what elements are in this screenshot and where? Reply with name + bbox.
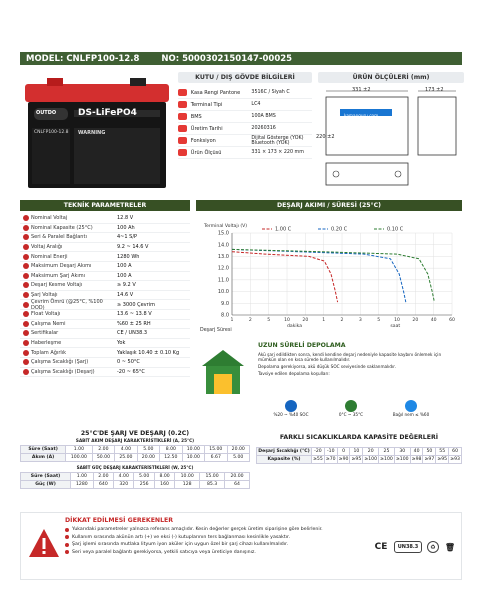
case-info-icon — [178, 89, 187, 96]
case-info-row — [178, 99, 312, 111]
param-label: Voltaj Aralığı — [31, 244, 63, 251]
dimensions-title: ÜRÜN ÖLÇÜLERİ (mm) — [318, 72, 464, 83]
param-value: CE / UN38.3 — [117, 330, 148, 337]
bin-icon: 🗑 — [444, 542, 456, 552]
tech-row — [20, 272, 190, 282]
x-unit-hours: saat — [390, 324, 401, 329]
bullet-icon — [65, 535, 69, 539]
table-cell: ≥100 — [364, 457, 378, 462]
ce-mark-icon: CE — [374, 542, 388, 552]
param-icon — [20, 330, 31, 337]
case-info-row — [178, 87, 312, 99]
x-tick-label: 20 — [412, 318, 419, 323]
table-cell: 50.00 — [92, 454, 114, 462]
y-tick-label: 10.0 — [217, 289, 229, 296]
storage-cond-humidity — [386, 400, 436, 417]
param-icon — [20, 234, 31, 241]
row-header: Güç (W) — [21, 481, 71, 489]
table-cell: 6.67 — [205, 454, 227, 462]
param-icon — [20, 340, 31, 347]
table-cell: 2.00 — [92, 446, 114, 454]
table-cell: 60 — [449, 448, 462, 456]
table-row — [21, 446, 250, 454]
warning-list — [65, 527, 365, 557]
tech-row — [20, 233, 190, 243]
x-tick-label: 1 — [230, 318, 234, 323]
y-tick-label: 14.0 — [217, 242, 229, 249]
table-cell: -20 — [312, 448, 325, 456]
storage-cond-temp — [326, 400, 376, 417]
humidity-icon — [405, 400, 417, 412]
param-label: Toplam Ağırlık — [31, 349, 67, 356]
case-info-row — [178, 123, 312, 135]
table-row — [21, 481, 250, 489]
param-icon — [20, 263, 31, 270]
case-info-label: Terminal Tipi — [190, 101, 223, 108]
param-label: Seri & Paralel Bağlantı — [31, 234, 87, 241]
param-value: 100 A — [117, 272, 132, 279]
battery-image — [22, 70, 172, 190]
table-cell: 10.00 — [182, 454, 204, 462]
dim-width: 331 ±2 — [352, 87, 371, 93]
table-cell: 8.00 — [154, 473, 174, 481]
tech-row — [20, 368, 190, 378]
warning-title: DİKKAT EDİLMESİ GEREKENLER — [65, 517, 174, 524]
table-cell: 5.00 — [137, 446, 159, 454]
param-icon — [20, 224, 31, 231]
table-cell: 10.00 — [182, 446, 204, 454]
case-info-icon — [178, 125, 187, 132]
x-unit-minutes: dakika — [287, 324, 303, 329]
tech-row — [20, 358, 190, 368]
param-label: Maksimum Deşarj Akımı — [31, 263, 92, 270]
table-cell: ≥93 — [450, 457, 460, 462]
table-cell: ≥55 — [313, 457, 323, 462]
table-cell: 40 — [410, 448, 423, 456]
param-value: 100 A — [117, 263, 132, 270]
case-info-panel — [178, 72, 312, 159]
param-value: 0 ~ 50°C — [117, 359, 140, 366]
storage-list — [258, 352, 454, 378]
table-cell: 1.00 — [66, 446, 93, 454]
bullet-icon — [65, 528, 69, 532]
series-line — [232, 252, 338, 302]
y-tick-label: 9.0 — [221, 300, 229, 307]
param-label: Çalışma Sıcaklığı (Şarj) — [31, 359, 89, 366]
tech-row — [20, 320, 190, 330]
y-tick-label: 11.0 — [217, 277, 229, 284]
table-cell: 20.00 — [225, 473, 250, 481]
y-axis-label: Terminal Voltajı (V) — [204, 224, 248, 229]
dimensions-panel — [318, 72, 464, 199]
tech-row — [20, 252, 190, 262]
warning-item — [65, 527, 365, 532]
legend-label: 0.20 C — [331, 226, 348, 233]
table-cell: 256 — [134, 481, 154, 489]
current-table — [20, 445, 250, 462]
case-info-icon — [178, 113, 187, 120]
table-cell: 64 — [225, 481, 250, 489]
table-cell: 128 — [175, 481, 200, 489]
battery-soc-icon — [285, 400, 297, 412]
warning-text: Yukarıdaki parametreler yalnızca referans amaçlıdır. Kesin değerler gerçek üretim siparişine göre belirlenir. — [72, 527, 323, 532]
warning-item — [65, 542, 365, 547]
tech-row — [20, 262, 190, 272]
case-info-label: Kasa Rengi Pantone — [190, 89, 241, 96]
case-info-value: 20260316 — [251, 126, 276, 131]
param-label: Haberleşme — [31, 340, 62, 347]
warning-text: Kullanım sırasında akünün artı (+) ve eksi (-) kutuplarının ters bağlanması kesinlikle yasaktır. — [72, 534, 290, 540]
table-cell: 5.00 — [134, 473, 154, 481]
table-cell: 2.00 — [93, 473, 113, 481]
table-row — [21, 473, 250, 481]
temp-text: 0°C ~ 35°C — [338, 412, 364, 417]
param-label: Float Voltajı — [31, 311, 61, 318]
case-info-row — [178, 147, 312, 159]
warning-text: Seri veya paralel bağlantı gerekiyorsa, yetkili satıcıya veya üreticiye danışınız. — [72, 549, 256, 555]
case-info-value: 3516C / Siyah C — [251, 90, 290, 95]
table-cell: 10.00 — [175, 473, 200, 481]
case-info-title: KUTU / DIŞ GÖVDE BİLGİLERİ — [178, 72, 312, 83]
x-tick-label: 10 — [394, 318, 400, 323]
tech-row — [20, 300, 190, 310]
param-value: 100 Ah — [117, 224, 135, 231]
table-cell: ≥70 — [325, 457, 336, 462]
temperature-icon — [345, 400, 357, 412]
case-info-label: BMS — [190, 113, 202, 120]
case-info-icon — [178, 149, 187, 156]
param-value: 14.6 V — [117, 292, 134, 299]
param-icon — [20, 320, 31, 327]
legend-label: 0.10 C — [387, 226, 404, 233]
temp-cap-table — [256, 447, 462, 464]
tech-row — [20, 339, 190, 349]
tech-row — [20, 310, 190, 320]
storage-title: UZUN SÜRELİ DEPOLAMA — [258, 342, 346, 349]
battery-warning-text: WARNING — [78, 130, 106, 136]
charge-sub1: SABİT AKIM DEŞARJ KARAKTERİSTİKLERİ (A, 25°C) — [75, 438, 195, 443]
param-value: 4~1 S/P — [117, 234, 138, 241]
table-cell: 320 — [114, 481, 134, 489]
table-cell: 0 — [337, 448, 350, 456]
tech-panel — [20, 200, 190, 377]
x-tick-label: 5 — [267, 318, 271, 323]
param-value: -20 ~ 65°C — [117, 368, 145, 375]
param-icon — [20, 349, 31, 356]
table-cell: 25.00 — [115, 454, 137, 462]
param-icon — [20, 244, 31, 251]
dim-height: 220 ±2 — [316, 134, 335, 140]
table-cell: ≥98 — [411, 457, 422, 462]
x-axis-label: Deşarj Süresi — [200, 328, 232, 333]
row-header: Süre (Saat) — [21, 473, 71, 481]
x-tick-label: 10 — [284, 318, 290, 323]
case-info-label: Ürün Ölçüsü — [190, 149, 222, 156]
table-cell: 1280 — [71, 481, 94, 489]
table-cell: 5.00 — [227, 454, 250, 462]
temp-cap-panel — [256, 434, 462, 464]
model-label: MODEL: CNLFP100-12.8 — [26, 53, 140, 64]
table-row — [257, 456, 462, 464]
case-info-value: LC4 — [251, 102, 261, 107]
x-tick-label: 40 — [430, 318, 437, 323]
storage-cond-soc — [266, 400, 316, 417]
charge-sub2: SABİT GÜÇ DEŞARJ KARAKTERİSTİKLERİ (W, 25°C) — [76, 465, 194, 470]
serial-number: NO: 5000302150147-00025 — [161, 53, 293, 64]
param-value: 12.8 V — [117, 215, 134, 222]
table-cell: ≥97 — [424, 457, 435, 462]
x-tick-label: 60 — [449, 318, 455, 323]
soc-text: %20 ~ %40 SOC — [273, 412, 309, 417]
tech-row — [20, 329, 190, 339]
row-header: Kapasite (%) — [257, 456, 312, 464]
table-cell: 55 — [436, 448, 449, 456]
charge-panel — [20, 430, 250, 489]
case-info-label: Üretim Tarihi — [190, 125, 223, 132]
param-label: Çalışma Sıcaklığı (Deşarj) — [31, 368, 95, 375]
y-tick-label: 12.0 — [217, 265, 229, 272]
param-label: Şarj Voltajı — [31, 292, 58, 299]
table-cell: 640 — [93, 481, 113, 489]
table-cell: 4.00 — [114, 473, 134, 481]
param-icon — [20, 311, 31, 318]
y-tick-label: 8.0 — [221, 312, 229, 319]
tech-title: TEKNİK PARAMETRELER — [20, 200, 190, 211]
dim-depth: 173 ±2 — [425, 87, 444, 93]
series-line — [232, 249, 406, 302]
param-label: Çevrim Ömrü (@25°C, %100 DOD) — [31, 298, 103, 311]
tech-row — [20, 243, 190, 253]
header-bar — [20, 52, 462, 65]
storage-item: Akü şarj edildikten sonra, kendi kendine deşarj nedeniyle kapasite kaybını önlemek için mümkün olan en kısa sürede kullanılmalıdır. — [258, 352, 442, 362]
table-cell: 20.00 — [227, 446, 250, 454]
param-value: 13.6 ~ 13.8 V — [117, 311, 152, 318]
table-cell: ≥95 — [437, 457, 448, 462]
table-cell: ≥95 — [351, 457, 362, 462]
storage-item: Depolama gerekiyorsa, akü düşük SOC seviyesinde saklanmalıdır. — [258, 364, 396, 369]
param-value: ≥ 9.2 V — [117, 282, 136, 289]
param-label: Nominal Voltaj — [31, 215, 68, 222]
storage-panel — [196, 340, 462, 426]
charge-title: 25°C'DE ŞARJ VE DEŞARJ (0.2C) — [80, 430, 190, 437]
temp-cap-title: FARKLI SICAKLIKLARDA KAPASİTE DEĞERLERİ — [279, 434, 439, 441]
case-info-icon — [178, 137, 187, 144]
table-cell: 20 — [363, 448, 379, 456]
table-cell: ≥90 — [338, 457, 349, 462]
param-icon — [20, 359, 31, 366]
tech-row — [20, 224, 190, 234]
table-cell: 85.3 — [200, 481, 225, 489]
table-cell: -10 — [324, 448, 337, 456]
y-tick-label: 15.0 — [217, 230, 229, 237]
table-cell: 50 — [423, 448, 436, 456]
table-cell: 12.50 — [160, 454, 182, 462]
warehouse-icon — [200, 348, 246, 398]
table-cell: 20.00 — [137, 454, 159, 462]
param-label: Sertifikalar — [31, 330, 59, 337]
cert-icons — [373, 541, 456, 553]
humidity-text: Bağıl nem ≤ %60 — [392, 412, 430, 417]
param-label: Nominal Enerji — [31, 253, 68, 260]
param-icon — [20, 215, 31, 222]
tech-row — [20, 348, 190, 358]
x-tick-label: 20 — [302, 318, 309, 323]
param-label: Maksimum Şarj Akımı — [31, 272, 86, 279]
table-cell: 10 — [350, 448, 363, 456]
power-table — [20, 472, 250, 489]
tech-row — [20, 214, 190, 224]
table-cell: 15.00 — [200, 473, 225, 481]
x-tick-label: 2 — [248, 318, 252, 323]
row-header: Süre (Saat) — [21, 446, 66, 454]
table-row — [257, 448, 462, 456]
warning-text: Şarj işlemi sırasında mutlaka lityum iyon aküler için uygun özel bir şarj cihazı kullanılmalıdır. — [72, 542, 289, 547]
table-cell: 15.00 — [205, 446, 227, 454]
table-cell: ≥100 — [380, 457, 393, 462]
x-tick-label: 3 — [358, 318, 362, 323]
case-info-value: 331 × 173 × 220 mm — [251, 150, 304, 155]
param-value: Yaklaşık 10.40 ± 0.10 Kg — [117, 349, 180, 356]
warning-icon — [27, 527, 61, 559]
param-icon — [20, 292, 31, 299]
case-info-row — [178, 111, 312, 123]
row-header: Akım (A) — [21, 454, 66, 462]
recycle-icon: ♻ — [427, 541, 439, 553]
param-icon — [20, 368, 31, 375]
table-cell: 1.00 — [71, 473, 94, 481]
table-cell: 160 — [154, 481, 174, 489]
case-info-icon — [178, 101, 187, 108]
table-cell: 4.00 — [115, 446, 137, 454]
warning-item — [65, 535, 365, 540]
param-label: Deşarj Kesme Voltajı — [31, 282, 83, 289]
warning-panel — [20, 512, 462, 580]
param-value: ≥ 3000 Çevrim — [117, 301, 155, 308]
param-icon — [20, 253, 31, 260]
table-row — [21, 454, 250, 462]
param-value: Yok — [117, 340, 126, 347]
case-info-value: Dijital Gösterge (YOK) Bluetooth (YOK) — [251, 135, 304, 146]
param-label: Nominal Kapasite (25°C) — [31, 224, 93, 231]
param-icon — [20, 272, 31, 279]
x-tick-label: 5 — [377, 318, 381, 323]
warning-item — [65, 550, 365, 555]
param-label: Çalışma Nemi — [31, 320, 66, 327]
case-info-label: Fonksiyon — [190, 137, 216, 144]
series-line — [232, 249, 434, 302]
x-tick-label: 1 — [322, 318, 326, 323]
tech-row — [20, 281, 190, 291]
case-info-row — [178, 135, 312, 147]
table-cell: 30 — [394, 448, 410, 456]
discharge-chart-panel — [196, 200, 462, 334]
battery-model-text: CNLFP100-12.8 — [34, 130, 69, 135]
param-value: %60 ± 25 RH — [117, 320, 151, 327]
x-tick-label: 2 — [340, 318, 344, 323]
row-header: Deşarj Sıcaklığı (°C) — [258, 449, 310, 454]
table-cell: 100.00 — [66, 454, 93, 462]
dim-brand: kamapguru.com — [344, 113, 379, 118]
param-icon — [20, 301, 31, 308]
table-cell: ≥100 — [395, 457, 409, 462]
param-value: 1280 Wh — [117, 253, 140, 260]
bullet-icon — [65, 550, 69, 554]
case-info-value: 100A BMS — [251, 114, 276, 119]
battery-logo-text: OUTDO — [36, 110, 57, 116]
chart-title: DEŞARJ AKIMI / SÜRESİ (25°C) — [196, 200, 462, 211]
discharge-chart — [196, 211, 462, 333]
param-value: 9.2 ~ 14.6 V — [117, 244, 149, 251]
un383-icon: UN38.3 — [394, 541, 422, 553]
y-tick-label: 13.0 — [217, 254, 229, 261]
bullet-icon — [65, 543, 69, 547]
dimension-drawing — [318, 83, 464, 195]
legend-label: 1.00 C — [275, 226, 292, 233]
table-cell: 8.00 — [160, 446, 182, 454]
storage-item: Tavsiye edilen depolama koşulları: — [258, 371, 330, 376]
battery-brand: DS-LiFePO4 — [78, 108, 137, 118]
param-icon — [20, 282, 31, 289]
table-cell: 25 — [379, 448, 395, 456]
